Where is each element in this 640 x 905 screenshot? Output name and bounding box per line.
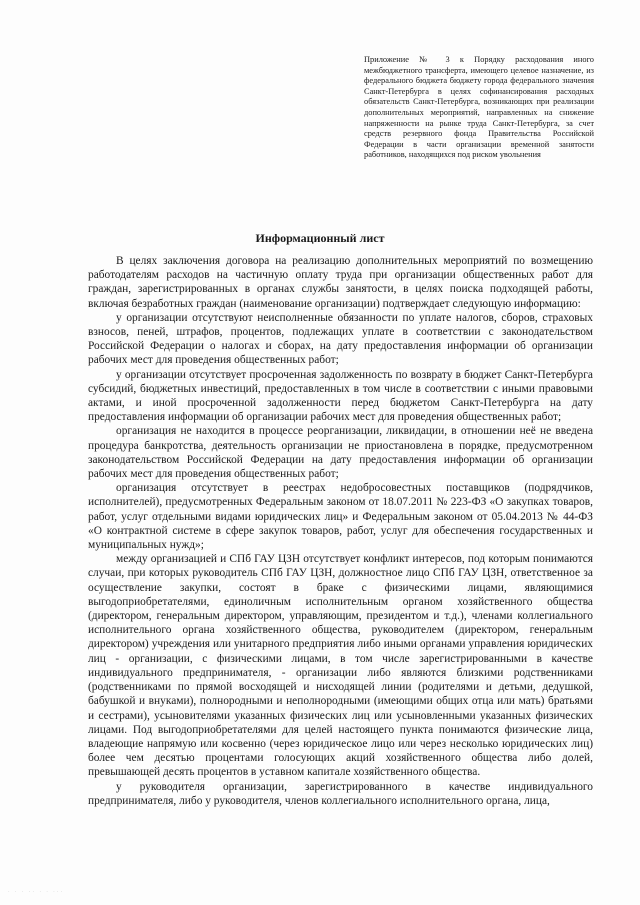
scan-artifact: · · · ·· · · ···	[8, 890, 65, 895]
paragraph-no-reorganization: организация не находится в процессе реорганизации, ликвидации, в отношении неё не введена процедура банкротства, деятельность организации не приостановлена в порядке, предусмотренном законодательством Российской Федерации на дату предоставления информации об организации рабочих мест для проведения общественных работ;	[88, 425, 593, 481]
document-title: Информационный лист	[255, 231, 385, 245]
paragraph-no-tax-debt: у организации отсутствуют неисполненные обязанности по уплате налогов, сборов, страховых взносов, пеней, штрафов, процентов, подлежащих уплате в соответствии с законодательством Российской Федерации о налогах и сборах, на дату предоставления информации об организации рабочих мест для проведения общественных работ;	[88, 311, 593, 367]
paragraph-no-conflict: между организацией и СПб ГАУ ЦЗН отсутствует конфликт интересов, под которым понимаются случаи, при которых руководитель СПб ГАУ ЦЗН, должностное лицо СПб ГАУ ЦЗН, ответственное за осуществление закупки, состоят в браке с физическими лицами, являющимися выгодоприобретателями, единоличным исполнительным органом хозяйственного общества (директором, генеральным директором, управляющим, президентом и т.д.), членами коллегиального исполнительного органа хозяйственного общества, руководителем (директором, генеральным директором) учреждения или унитарного предприятия либо иными органами управления юридических лиц - организации, с физическими лицами, в том числе зарегистрированными в качестве индивидуального предпринимателя, - организации либо являются близкими родственниками (родственниками по прямой восходящей и нисходящей линии (родителями и детьми, дедушкой, бабушкой и внуками), полнородными и неполнородными (имеющими общих отца или мать) братьями и сестрами), усыновителями указанных физических лиц или усыновленными указанных физических лицами. Под выгодоприобретателями для целей настоящего пункта понимаются физические лица, владеющие напрямую или косвенно (через юридическое лицо или через несколько юридических лиц) более чем десятью процентами голосующих акций хозяйственного общества либо долей, превышающей десять процентов в уставном капитале хозяйственного общества.	[88, 553, 593, 779]
paragraph-head-of-organization: у руководителя организации, зарегистрированного в качестве индивидуального предпринимателя, либо у руководителя, членов коллегиального исполнительного органа, лица,	[88, 780, 593, 807]
paragraph-intro: В целях заключения договора на реализацию дополнительных мероприятий по возмещению работодателям расходов на частичную оплату труда при организации общественных работ для граждан, зарегистрированных в органах службы занятости, в целях поиска подходящей работы, включая безработных граждан (наименование организации) подтверждает следующую информацию:	[88, 255, 593, 310]
document-body	[88, 254, 593, 808]
paragraph-no-budget-debt: у организации отсутствует просроченная задолженность по возврату в бюджет Санкт-Петербурга субсидий, бюджетных инвестиций, предоставленных в том числе в соответствии с иными правовыми актами, и иной просроченной задолженности перед бюджетом Санкт-Петербурга на дату предоставления информации об организации рабочих мест для проведения общественных работ;	[88, 368, 593, 424]
appendix-note: Приложение № 3 к Порядку расходования иного межбюджетного трансферта, имеющего целевое назначение, из федерального бюджета бюджету города федерального значения Санкт-Петербурга в целях софинансирования расходных обязательств Санкт-Петербурга, возникающих при реализации дополнительных мероприятий, направленных на снижение напряженности на рынке труда Санкт-Петербурга, за счет средств резервного фонда Правительства Российской Федерации в части организации временной занятости работников, находящихся под риском увольнения	[364, 55, 594, 160]
paragraph-no-unfair-registry: организация отсутствует в реестрах недобросовестных поставщиков (подрядчиков, исполнителей), предусмотренных Федеральным законом от 18.07.2011 № 223-ФЗ «О закупках товаров, работ, услуг отдельными видами юридических лиц» и Федеральным законом от 05.04.2013 № 44-ФЗ «О контрактной системе в сфере закупок товаров, работ, услуг для обеспечения государственных и муниципальных нужд»;	[88, 482, 593, 552]
